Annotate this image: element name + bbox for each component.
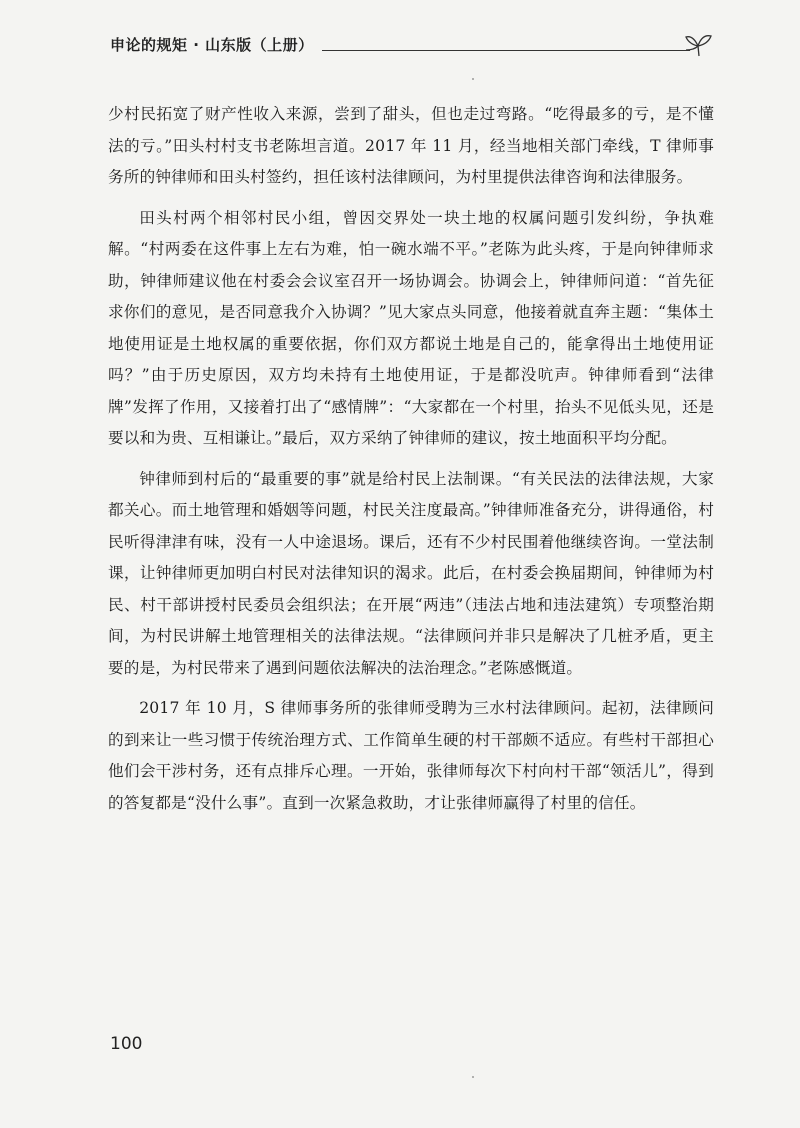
running-header [110,30,712,60]
paragraph-4: 2017 年 10 月，S 律师事务所的张律师受聘为三水村法律顾问。起初，法律顾问的到来让一些习惯于传统治理方式、工作简单生硬的村干部颇不适应。有些村干部担心他们会干涉村务，还有点排斥心理。一开始，张律师每次下村向村干部“领活儿”，得到的答复都是“没什么事”。直到一次紧急救助，才让张律师赢得了村里的信任。 [108,699,714,812]
sprout-icon [684,32,714,58]
scan-speck [472,78,474,80]
paragraph-3: 钟律师到村后的“最重要的事”就是给村民上法制课。“有关民法的法律法规，大家都关心。而土地管理和婚姻等问题，村民关注度最高。”钟律师准备充分，讲得通俗，村民听得津津有味，没有一人中途退场。课后，还有不少村民围着他继续咨询。一堂法制课，让钟律师更加明白村民对法律知识的渴求。此后，在村委会换届期间，钟律师为村民、村干部讲授村民委员会组织法；在开展“两违”（违法占地和违法建筑）专项整治期间，为村民讲解土地管理相关的法律法规。“法律顾问并非只是解决了几桩矛盾，更主要的是，为村民带来了遇到问题依法解决的法治理念。”老陈感慨道。 [108,469,714,677]
scan-speck [472,1076,474,1078]
header-title: 申论的规矩 · 山东版（上册） [110,36,314,54]
paragraph-2: 田头村两个相邻村民小组，曾因交界处一块土地的权属问题引发纠纷，争执难解。“村两委在这件事上左右为难，怕一碗水端不平。”老陈为此头疼，于是向钟律师求助，钟律师建议他在村委会会议室召开一场协调会。协调会上，钟律师问道：“首先征求你们的意见，是否同意我介入协调？”见大家点头同意，他接着就直奔主题：“集体土地使用证是土地权属的重要依据，你们双方都说土地是自己的，能拿得出土地使用证吗？”由于历史原因，双方均未持有土地使用证，于是都没吭声。钟律师看到“法律牌”发挥了作用，又接着打出了“感情牌”：“大家都在一个村里，抬头不见低头见，还是要以和为贵、互相谦让。”最后，双方采纳了钟律师的建议，按土地面积平均分配。 [108,208,714,447]
header-rule [322,50,690,51]
body-text [108,99,714,828]
paragraph-1: 少村民拓宽了财产性收入来源，尝到了甜头，但也走过弯路。“吃得最多的亏，是不懂法的亏。”田头村村支书老陈坦言道。2017 年 11 月，经当地相关部门牵线，T 律师事务所的钟律师和田头村签约，担任该村法律顾问，为村里提供法律咨询和法律服务。 [108,105,714,186]
page-number: 100 [110,1034,143,1054]
